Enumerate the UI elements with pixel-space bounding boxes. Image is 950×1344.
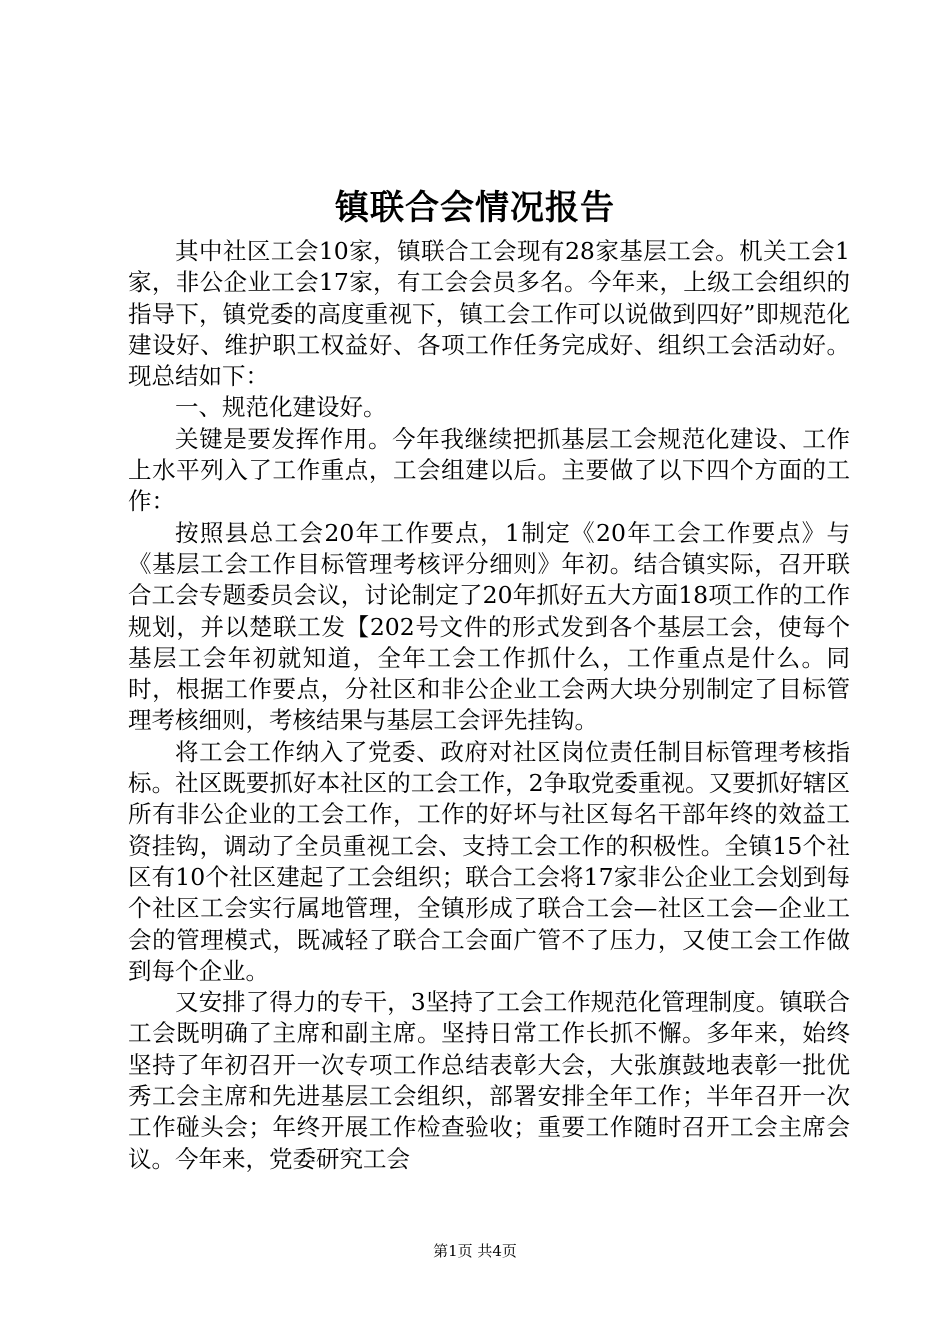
paragraph-intro: 其中社区工会10家，镇联合工会现有28家基层工会。机关工会1家，非公企业工会17家，有工会会员多名。今年来，上级工会组织的指导下，镇党委的高度重视下，镇工会工作可以说做到四好”即规范化建设好、维护职工权益好、各项工作任务完成好、组织工会活动好。现总结如下： — [128, 237, 850, 391]
paragraph-key-role: 关键是要发挥作用。今年我继续把抓基层工会规范化建设、工作上水平列入了工作重点，工会组建以后。主要做了以下四个方面的工作： — [128, 424, 850, 516]
document-body — [128, 236, 850, 1175]
paragraph-management-system: 又安排了得力的专干，3坚持了工会工作规范化管理制度。镇联合工会既明确了主席和副主席。坚持日常工作长抓不懈。多年来，始终坚持了年初召开一次专项工作总结表彰大会，大张旗鼓地表彰一批优秀工会主席和先进基层工会组织，部署安排全年工作；半年召开一次工作碰头会；年终开展工作检查验收；重要工作随时召开工会主席会议。今年来，党委研究工会 — [128, 988, 850, 1173]
section-heading: 一、规范化建设好。 — [175, 393, 387, 422]
paragraph-work-plan: 按照县总工会20年工作要点，1制定《20年工会工作要点》与《基层工会工作目标管理考核评分细则》年初。结合镇实际，召开联合工会专题委员会议，讨论制定了20年抓好五大方面18项工作的工作规划，并以楚联工发【202号文件的形式发到各个基层工会，使每个基层工会年初就知道，全年工会工作抓什么，工作重点是什么。同时，根据工作要点，分社区和非公企业工会两大块分别制定了目标管理考核细则，考核结果与基层工会评先挂钩。 — [128, 518, 850, 735]
document-title: 镇联合会情况报告 — [335, 188, 615, 228]
paragraph-assessment: 将工会工作纳入了党委、政府对社区岗位责任制目标管理考核指标。社区既要抓好本社区的工会工作，2争取党委重视。又要抓好辖区所有非公企业的工会工作，工作的好坏与社区每名干部年终的效益工资挂钩，调动了全员重视工会、支持工会工作的积极性。全镇15个社区有10个社区建起了工会组织；联合工会将17家非公企业工会划到每个社区工会实行属地管理，全镇形成了联合工会—社区工会—企业工会的管理模式，既减轻了联合工会面广管不了压力，又使工会工作做到每个企业。 — [128, 737, 850, 985]
page-number-footer: 第1页 共4页 — [433, 1242, 517, 1260]
